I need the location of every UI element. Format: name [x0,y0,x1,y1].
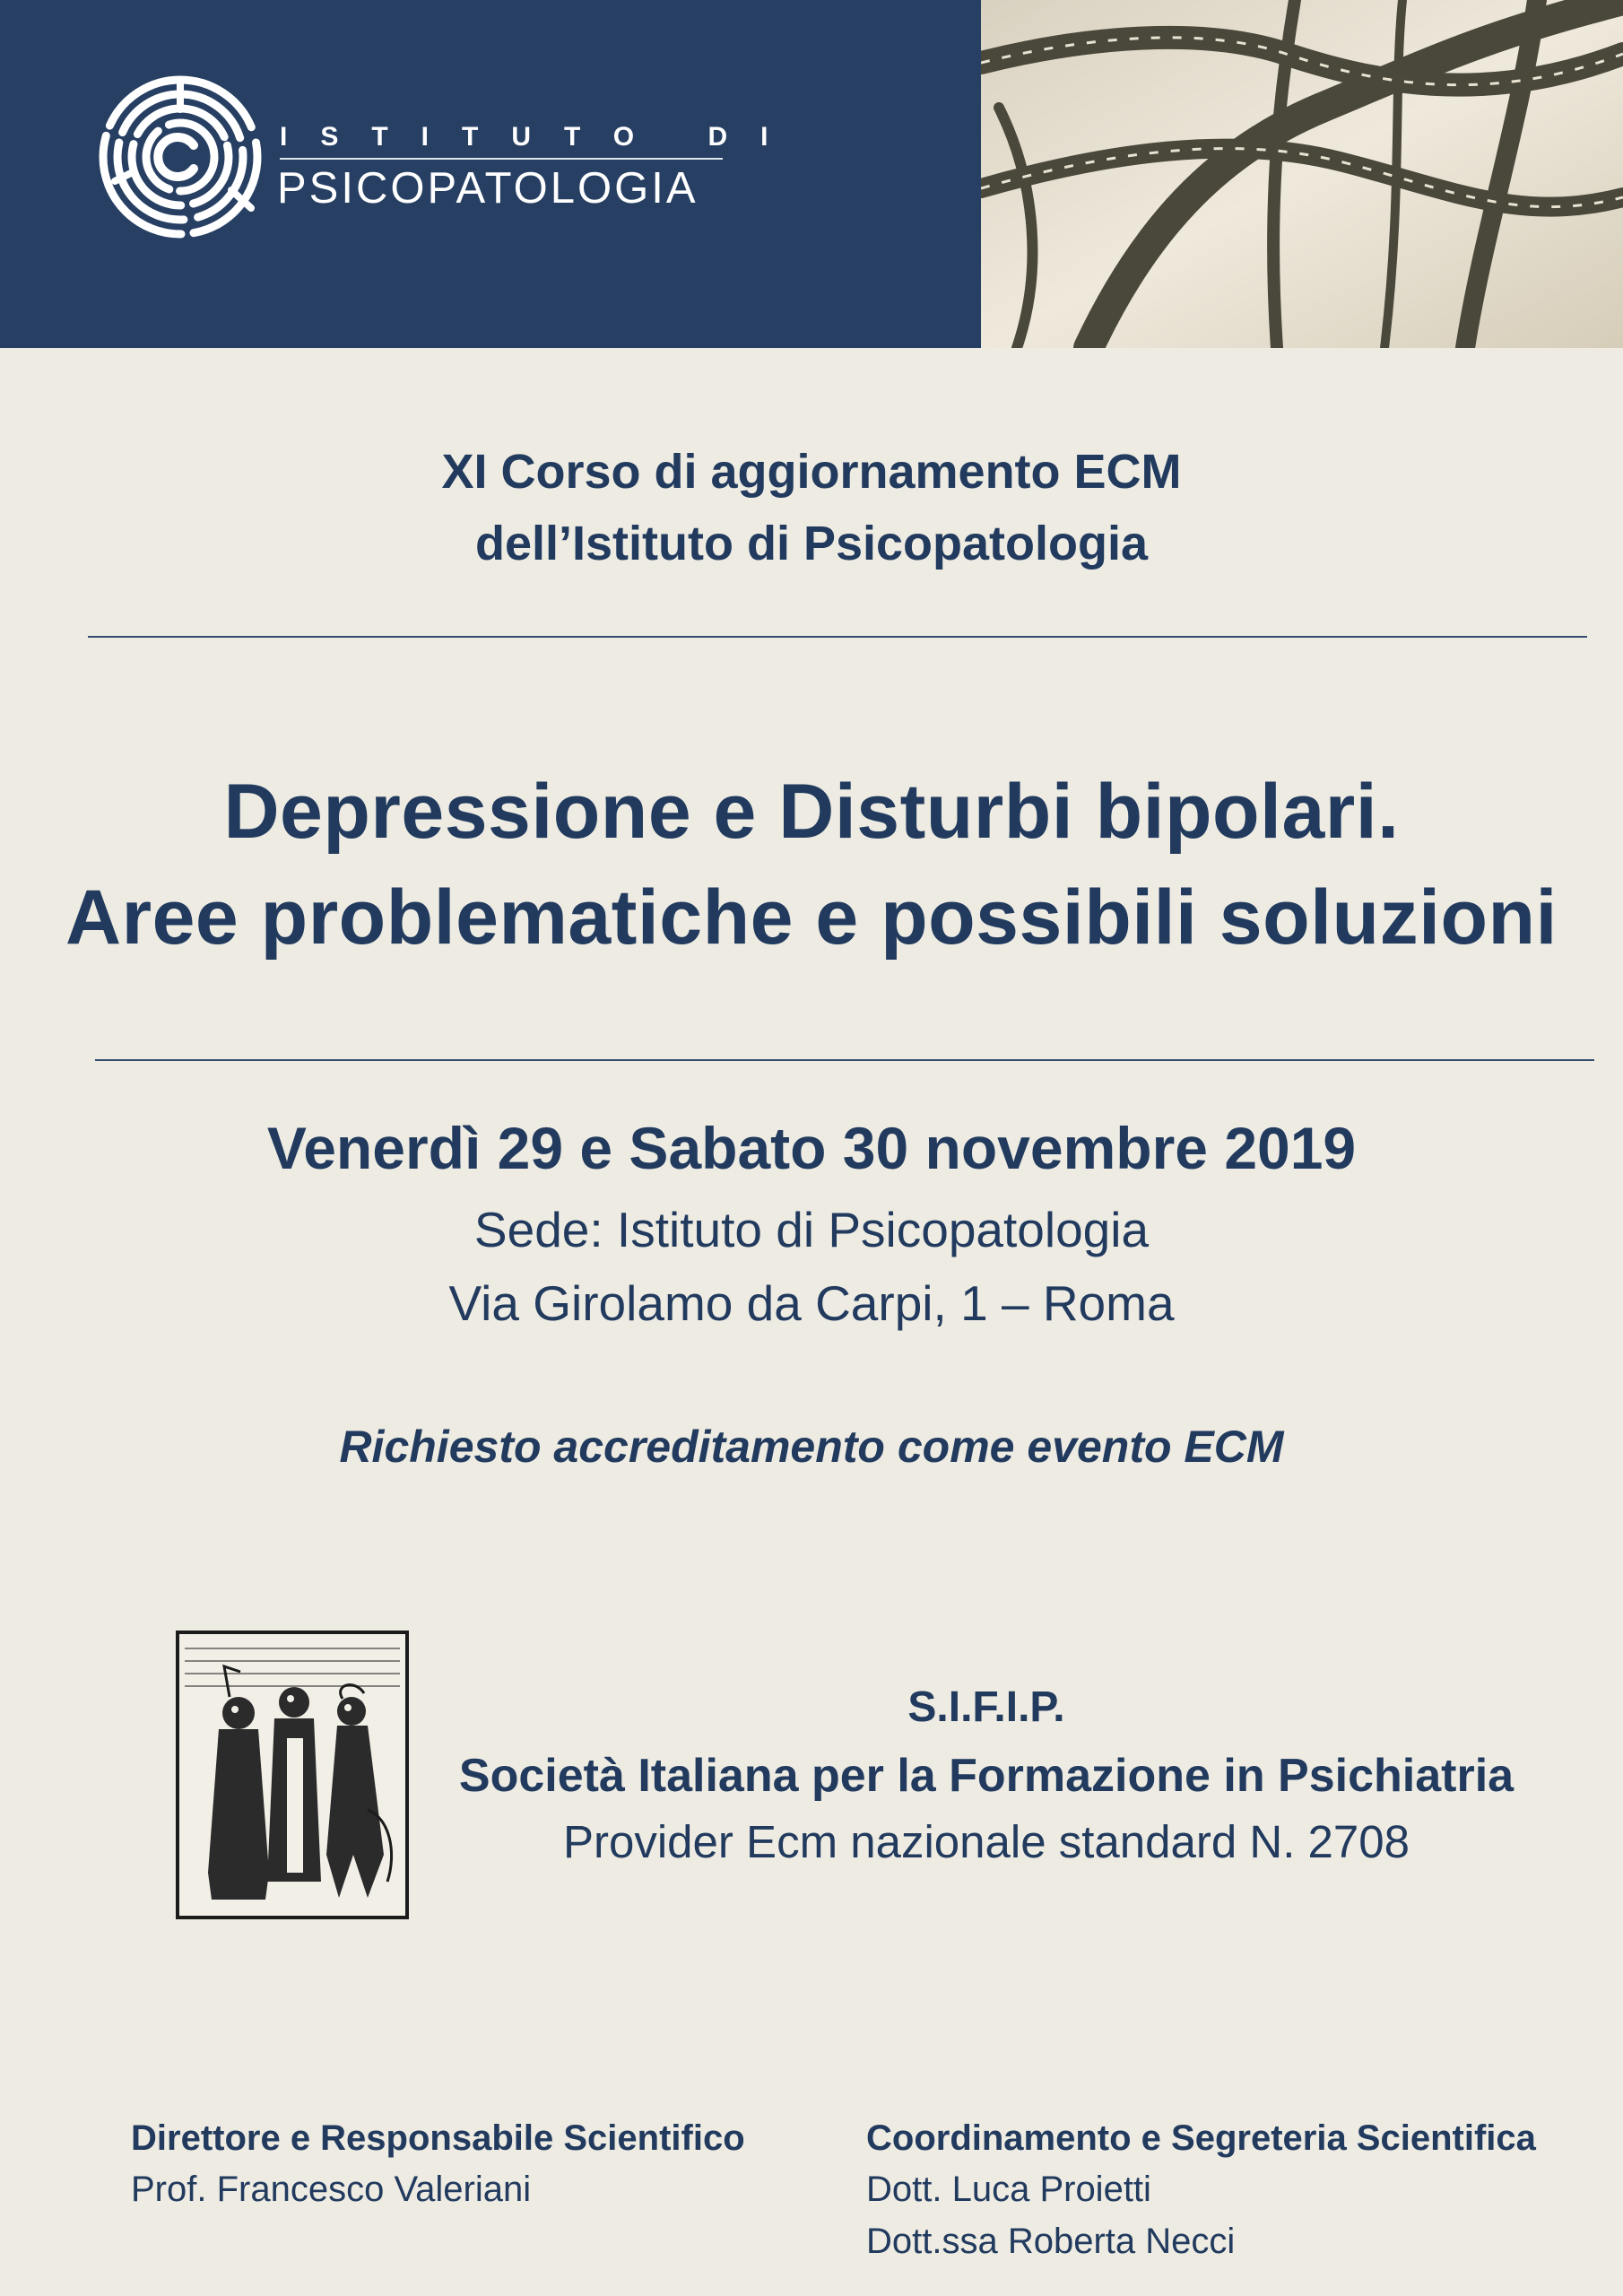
title-line-1: Depressione e Disturbi bipolari. [223,769,1400,855]
venue-line-2: Via Girolamo da Carpi, 1 – Roma [448,1275,1175,1331]
subtitle-line-1: XI Corso di aggiornamento ECM [441,445,1182,499]
credit-person: Dott.ssa Roberta Necci [866,2222,1236,2261]
event-date: Venerdì 29 e Sabato 30 novembre 2019 [266,1115,1357,1181]
title-line-2: Aree problematiche e possibili soluzioni [65,874,1558,961]
credit-person: Prof. Francesco Valeriani [131,2170,532,2209]
credit-role-right: Coordinamento e Segreteria Scientifica [866,2118,1536,2158]
logo-text-top: ISTITUTO DI [280,122,802,152]
divider-top [88,636,1587,638]
divider-bottom [95,1059,1594,1061]
logo-text-bottom: PSICOPATOLOGIA [277,164,699,213]
course-title [0,759,1623,970]
subtitle-line-2: dell’Istituto di Psicopatologia [474,517,1149,570]
course-subtitle [0,436,1623,579]
society-provider: Provider Ecm nazionale standard N. 2708 [562,1816,1410,1867]
labyrinth-icon [97,74,264,240]
event-venue [0,1193,1623,1340]
society-acronym: S.I.F.I.P. [907,1683,1065,1731]
credits-right [866,2113,1536,2267]
venue-line-1: Sede: Istituto di Psicopatologia [473,1202,1150,1257]
credits-left [131,2113,745,2215]
header-band [0,0,981,348]
credit-role-left: Direttore e Responsabile Scientifico [131,2118,745,2158]
woodcut-illustration [176,1631,409,1919]
accreditation-note: Richiesto accreditamento come evento ECM [339,1422,1284,1472]
architecture-photo [981,0,1623,348]
society-name: Società Italiana per la Formazione in Psichiatria [458,1750,1515,1802]
logo-divider [280,158,723,160]
credit-person: Dott. Luca Proietti [866,2170,1151,2209]
